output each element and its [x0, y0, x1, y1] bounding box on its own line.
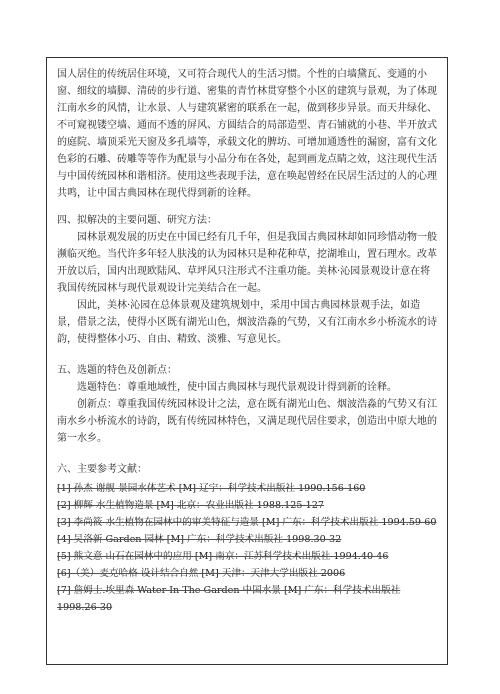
section-6-heading: 六、主要参考文献： — [57, 464, 147, 475]
reference-item: [1] 孙杰 谢舰 景园水体艺术 [M] 辽宁：科学技术出版社 1990.156-160 — [57, 483, 366, 494]
section-4-heading: 四、拟解决的主要问题、研究方法： — [57, 215, 217, 226]
section-4-paragraph-2: 因此，美林·沁园在总体景观及建筑规划中，采用中国古典园林景观手法，如造景，借景之法，使得小区既有湖光山色，烟波浩淼的气势，又有江南水乡小桥流水的诗韵，使得整体小巧、自由、精致、淡雅、写意见长。 — [57, 300, 437, 345]
form-frame — [46, 57, 448, 665]
intro-paragraph: 国人居住的传统居住环境，又可符合现代人的生活习惯。个性的白墙黛瓦、变通的小窗、细纹的墙脚、清砖的步行道、密集的青竹林贯穿整个小区的建筑与景观，为了体现江南水乡的风情，让水景、人与建筑紧密的联系在一起，做到移步异景。而天井绿化、不可窥视镂空墙、通而不透的屏风、方圆结合的局部造型、青石铺就的小巷、半开放式的庭院、墙顶采光天窗及多孔墙等，承载文化的脾坊、可增加通透性的漏窗，富有文化色彩的石雕、砖雕等等作为配景与小品分布在各处，起到画龙点睛之效，这注现代生活与中国传统园林和谐相济。使用这些表现手法，意在唤起曾经在民居生活过的人的心理共鸣，让中国古典园林在现代得到新的诠释。 — [57, 69, 437, 199]
section-4-paragraph-1: 园林景观发展的历史在中国已经有几千年，但是我国古典园林却如同珍惜动物一般濒临灭绝。当代许多年轻人肤浅的认为园林只是种花种草，挖湖堆山，置石理水。改革开放以后，国内出现欧陆风、草坪风只注形式不注重功能。美林·沁园景观设计意在将我国传统园林与现代景观设计完美结合在一起。 — [57, 232, 437, 294]
reference-list — [57, 480, 439, 616]
section-5-heading: 五、选题的特色及创新点： — [57, 365, 177, 376]
reference-item: [4] 吴洛新 Garden 园林 [M] 广东：科学技术出版社 1998.30-32 — [57, 534, 342, 545]
reference-item: [2] 柳辉 水生植物造景 [M] 北京：农业出版社 1988.125-127 — [57, 500, 324, 511]
reference-item: [5] 熊文意 山石在园林中的应用 [M] 南京：江苏科学技术出版社 1994.40-46 — [57, 551, 389, 562]
reference-item: [7] 詹姆士.埃里森 Water In The Garden 中国水景 [M] 广东：科学技术出版社 1998.26-30 — [57, 585, 401, 613]
reference-item: [3] 李尚筱 水生植物在园林中的审美特征与造景 [M] 广东：科学技术出版社 1994.59-60 — [57, 517, 437, 528]
document-body — [57, 66, 439, 616]
reference-item: [6]（美）麦克哈格 设计结合自然 [M] 天津：天津大学出版社 2006 — [57, 568, 346, 579]
section-5-feature: 选题特色：尊重地域性，使中国古典园林与现代景观设计得到新的诠释。 — [77, 382, 397, 393]
section-5-innovation: 创新点：尊重我国传统园林设计之法，意在既有湖光山色、烟波浩淼的气势又有江南水乡小桥流水的诗韵，既有传统园林特色，又满足现代居住要求，创造出中原大地的第一水乡。 — [57, 399, 437, 444]
